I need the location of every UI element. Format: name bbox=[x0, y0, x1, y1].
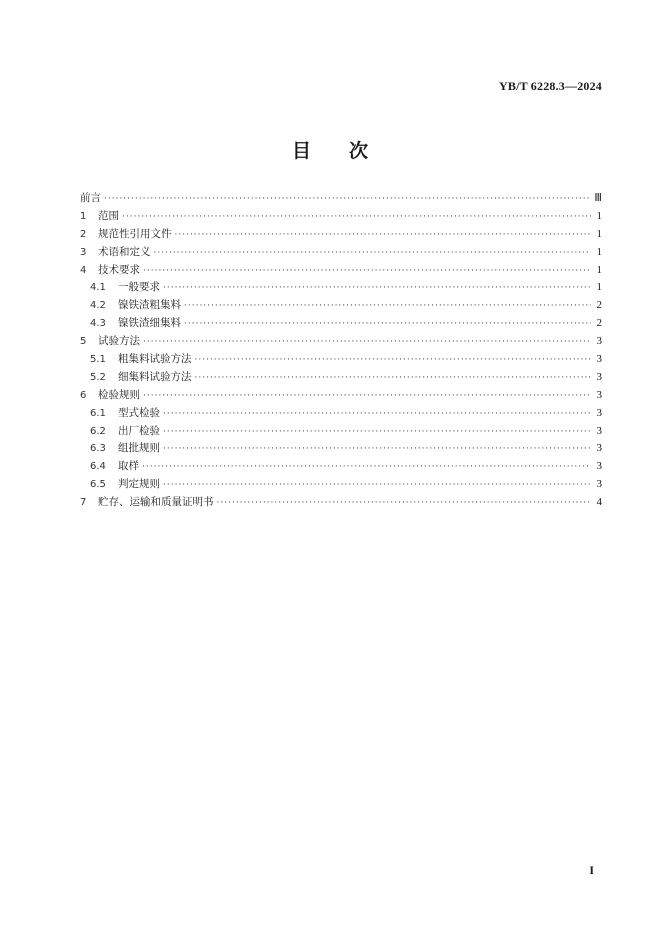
toc-entry-label: 出厂检验 bbox=[118, 424, 160, 437]
toc-entry-page: 1 bbox=[596, 245, 602, 258]
toc-entry-page: 3 bbox=[596, 353, 602, 366]
toc-entry-label: 术语和定义 bbox=[98, 245, 151, 258]
toc-entry-label: 粗集料试验方法 bbox=[118, 353, 192, 366]
toc-dot-leader bbox=[163, 424, 591, 442]
toc-entry-number: 2 bbox=[80, 228, 87, 240]
toc-dot-leader bbox=[104, 191, 591, 209]
toc-entry[interactable] bbox=[80, 369, 602, 387]
toc-entry[interactable] bbox=[80, 226, 602, 244]
toc-entry-label: 规范性引用文件 bbox=[98, 227, 172, 240]
toc-entry[interactable] bbox=[80, 190, 602, 208]
toc-entry[interactable] bbox=[80, 208, 602, 226]
toc-entry-number: 6.2 bbox=[90, 425, 106, 437]
toc-dot-leader bbox=[163, 441, 591, 459]
toc-entry-label: 一般要求 bbox=[118, 281, 160, 294]
toc-entry-page: 1 bbox=[596, 209, 602, 222]
toc-entry-page: 3 bbox=[596, 406, 602, 419]
toc-entry[interactable] bbox=[80, 440, 602, 458]
toc-entry-number: 4.1 bbox=[90, 282, 106, 294]
toc-entry-label: 前言 bbox=[80, 192, 101, 204]
toc-entry-label: 判定规则 bbox=[118, 478, 160, 491]
toc-entry[interactable] bbox=[80, 387, 602, 405]
toc-entry-number: 1 bbox=[80, 210, 87, 222]
toc-entry-number: 6.4 bbox=[90, 461, 106, 473]
toc-dot-leader bbox=[163, 477, 591, 495]
toc-dot-leader bbox=[184, 316, 591, 334]
toc-entry-page: 1 bbox=[596, 227, 602, 240]
toc-entry-page: 3 bbox=[596, 478, 602, 491]
toc-dot-leader bbox=[154, 245, 592, 263]
toc-entry[interactable] bbox=[80, 405, 602, 423]
toc-entry[interactable] bbox=[80, 476, 602, 494]
toc-dot-leader bbox=[163, 280, 591, 298]
toc-entry-label: 细集料试验方法 bbox=[118, 370, 192, 383]
toc-entry-number: 6.3 bbox=[90, 443, 106, 455]
document-code: YB/T 6228.3—2024 bbox=[499, 79, 602, 93]
toc-entry-number: 4.2 bbox=[90, 300, 106, 312]
toc-entry[interactable] bbox=[80, 458, 602, 476]
toc-entry-page: 2 bbox=[596, 317, 602, 330]
toc-title-part1: 目 bbox=[291, 140, 313, 162]
toc-entry-label: 范围 bbox=[98, 209, 119, 222]
toc-entry-page: Ⅲ bbox=[594, 192, 602, 204]
toc-entry-label: 贮存、运输和质量证明书 bbox=[98, 496, 214, 509]
toc-entry-number: 7 bbox=[80, 497, 87, 509]
toc-dot-leader bbox=[195, 352, 592, 370]
toc-entry[interactable] bbox=[80, 297, 602, 315]
toc-title-part2: 次 bbox=[349, 140, 371, 162]
toc-dot-leader bbox=[143, 388, 591, 406]
page-folio: I bbox=[589, 863, 594, 877]
toc-entry-label: 镍铁渣细集料 bbox=[118, 317, 181, 330]
toc-entry[interactable] bbox=[80, 494, 602, 512]
toc-entry-number: 5.2 bbox=[90, 371, 106, 383]
toc-entry[interactable] bbox=[80, 262, 602, 280]
toc-entry[interactable] bbox=[80, 315, 602, 333]
toc-entry[interactable] bbox=[80, 423, 602, 441]
toc-entry-page: 3 bbox=[596, 370, 602, 383]
toc-entry-page: 1 bbox=[596, 263, 602, 276]
toc-entry-label: 试验方法 bbox=[98, 335, 140, 348]
toc-entry-page: 1 bbox=[596, 281, 602, 294]
toc-entry-number: 6.5 bbox=[90, 479, 106, 491]
toc-entry-number: 4.3 bbox=[90, 318, 106, 330]
toc-entry[interactable] bbox=[80, 333, 602, 351]
toc-entry-label: 取样 bbox=[118, 460, 139, 473]
toc-entry-label: 镍铁渣粗集料 bbox=[118, 299, 181, 312]
toc-dot-leader bbox=[142, 459, 591, 477]
toc-entry-page: 3 bbox=[596, 424, 602, 437]
toc-entry-number: 5.1 bbox=[90, 354, 106, 366]
toc-entry-page: 2 bbox=[596, 299, 602, 312]
toc-entry-label: 组批规则 bbox=[118, 442, 160, 455]
toc-title bbox=[0, 136, 662, 163]
toc-entry-number: 3 bbox=[80, 246, 87, 258]
table-of-contents bbox=[80, 190, 602, 512]
toc-dot-leader bbox=[122, 209, 591, 227]
toc-dot-leader bbox=[143, 334, 591, 352]
toc-dot-leader bbox=[163, 406, 591, 424]
toc-dot-leader bbox=[217, 495, 592, 513]
toc-entry-page: 3 bbox=[596, 442, 602, 455]
toc-entry-number: 6.1 bbox=[90, 407, 106, 419]
toc-entry[interactable] bbox=[80, 351, 602, 369]
toc-dot-leader bbox=[175, 227, 592, 245]
toc-entry-page: 4 bbox=[596, 496, 602, 509]
toc-dot-leader bbox=[195, 370, 592, 388]
toc-entry-page: 3 bbox=[596, 460, 602, 473]
toc-entry-number: 5 bbox=[80, 336, 87, 348]
toc-entry-number: 6 bbox=[80, 389, 87, 401]
toc-entry[interactable] bbox=[80, 244, 602, 262]
toc-entry-label: 检验规则 bbox=[98, 388, 140, 401]
toc-entry-page: 3 bbox=[596, 335, 602, 348]
toc-dot-leader bbox=[143, 263, 591, 281]
toc-dot-leader bbox=[184, 298, 591, 316]
toc-entry-page: 3 bbox=[596, 388, 602, 401]
toc-entry-label: 技术要求 bbox=[98, 263, 140, 276]
toc-entry-label: 型式检验 bbox=[118, 406, 160, 419]
toc-entry-number: 4 bbox=[80, 264, 87, 276]
toc-entry[interactable] bbox=[80, 279, 602, 297]
